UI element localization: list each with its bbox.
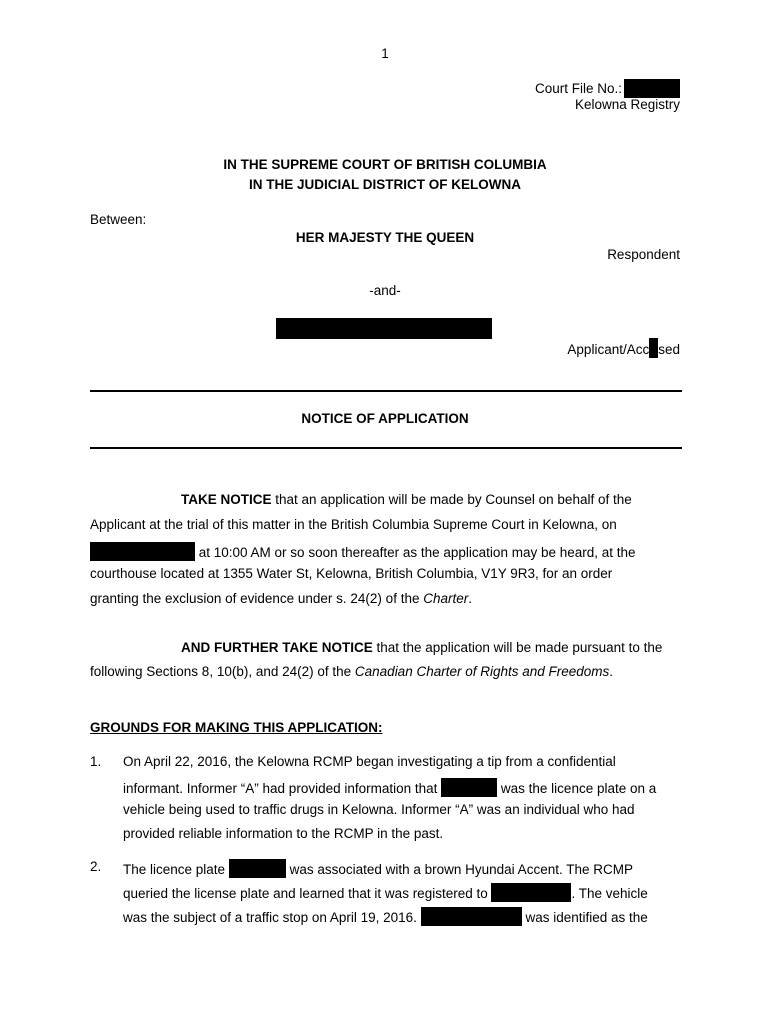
item-number: 1.: [90, 754, 102, 769]
court-file-label: Court File No.:: [534, 81, 622, 96]
page-number: 1: [381, 46, 389, 61]
court-file-number: [535, 79, 680, 98]
item1-line: On April 22, 2016, the Kelowna RCMP began investigating a tip from a confidential: [123, 754, 616, 769]
court-title-line-1: IN THE SUPREME COURT OF BRITISH COLUMBIA: [223, 157, 547, 172]
para1-line: Applicant at the trial of this matter in the British Columbia Supreme Court in Kelowna, on: [90, 517, 617, 532]
text-span: was the subject of a traffic stop on April 19, 2016.: [123, 910, 421, 925]
applicant-label-part: sed: [658, 342, 680, 357]
para2-line: [90, 640, 690, 655]
para1-line: [90, 591, 690, 606]
text-span: following Sections 8, 10(b), and 24(2) of the: [90, 664, 355, 679]
applicant-label: [567, 338, 680, 358]
text-span: granting the exclusion of evidence under s. 24(2) of the: [90, 591, 424, 606]
and-separator: -and-: [369, 283, 401, 298]
text-span: that the application will be made pursuant to the: [372, 640, 663, 655]
redaction-box: [491, 883, 571, 902]
text-span: .: [468, 591, 472, 606]
item2-line: [123, 907, 723, 926]
item1-line: provided reliable information to the RCMP in the past.: [123, 826, 444, 841]
item1-line: [123, 778, 723, 797]
registry: Kelowna Registry: [574, 97, 680, 112]
grounds-heading: GROUNDS FOR MAKING THIS APPLICATION:: [90, 720, 383, 735]
text-span: was the licence plate on a: [497, 781, 657, 796]
charter-title-italic: Canadian Charter of Rights and Freedoms: [354, 664, 610, 679]
court-title-line-2: IN THE JUDICIAL DISTRICT OF KELOWNA: [249, 177, 521, 192]
redaction-box: [229, 859, 286, 878]
redaction-box: [624, 79, 680, 98]
text-span: that an application will be made by Counsel on behalf of the: [271, 492, 632, 507]
para1-line: courthouse located at 1355 Water St, Kelowna, British Columbia, V1Y 9R3, for an order: [90, 566, 613, 581]
redaction-box: [421, 907, 522, 926]
redaction-box: [649, 338, 658, 358]
divider-top: [90, 390, 682, 392]
text-span: .: [609, 664, 614, 679]
applicant-label-part: Applicant/Acc: [567, 342, 650, 357]
text-span: The licence plate: [123, 862, 229, 877]
text-span: informant. Informer “A” had provided information that: [123, 781, 442, 796]
text-span: was identified as the: [521, 910, 648, 925]
party-crown: HER MAJESTY THE QUEEN: [295, 230, 475, 245]
text-span: at 10:00 AM or so soon thereafter as the application may be heard, at the: [195, 545, 636, 560]
text-span: queried the license plate and learned that it was registered to: [123, 886, 492, 901]
divider-bottom: [90, 447, 682, 449]
redaction-box: [276, 318, 492, 339]
take-notice-lead: TAKE NOTICE: [181, 492, 272, 507]
respondent-label: Respondent: [607, 247, 680, 262]
further-notice-lead: AND FURTHER TAKE NOTICE: [181, 640, 373, 655]
charter-italic: Charter: [423, 591, 469, 606]
para1-line: [90, 542, 690, 561]
item-number: 2.: [90, 859, 102, 874]
notice-title: NOTICE OF APPLICATION: [301, 411, 469, 426]
between-label: Between:: [90, 212, 147, 227]
item1-line: vehicle being used to traffic drugs in Kelowna. Informer “A” was an individual who had: [123, 802, 635, 817]
para1-line: [90, 492, 690, 507]
item2-line: [123, 859, 723, 878]
redaction-box: [90, 542, 195, 561]
redaction-box: [441, 778, 497, 797]
item2-line: [123, 883, 723, 902]
text-span: . The vehicle: [571, 886, 648, 901]
para2-line: [90, 664, 690, 679]
text-span: was associated with a brown Hyundai Accent. The RCMP: [285, 862, 633, 877]
